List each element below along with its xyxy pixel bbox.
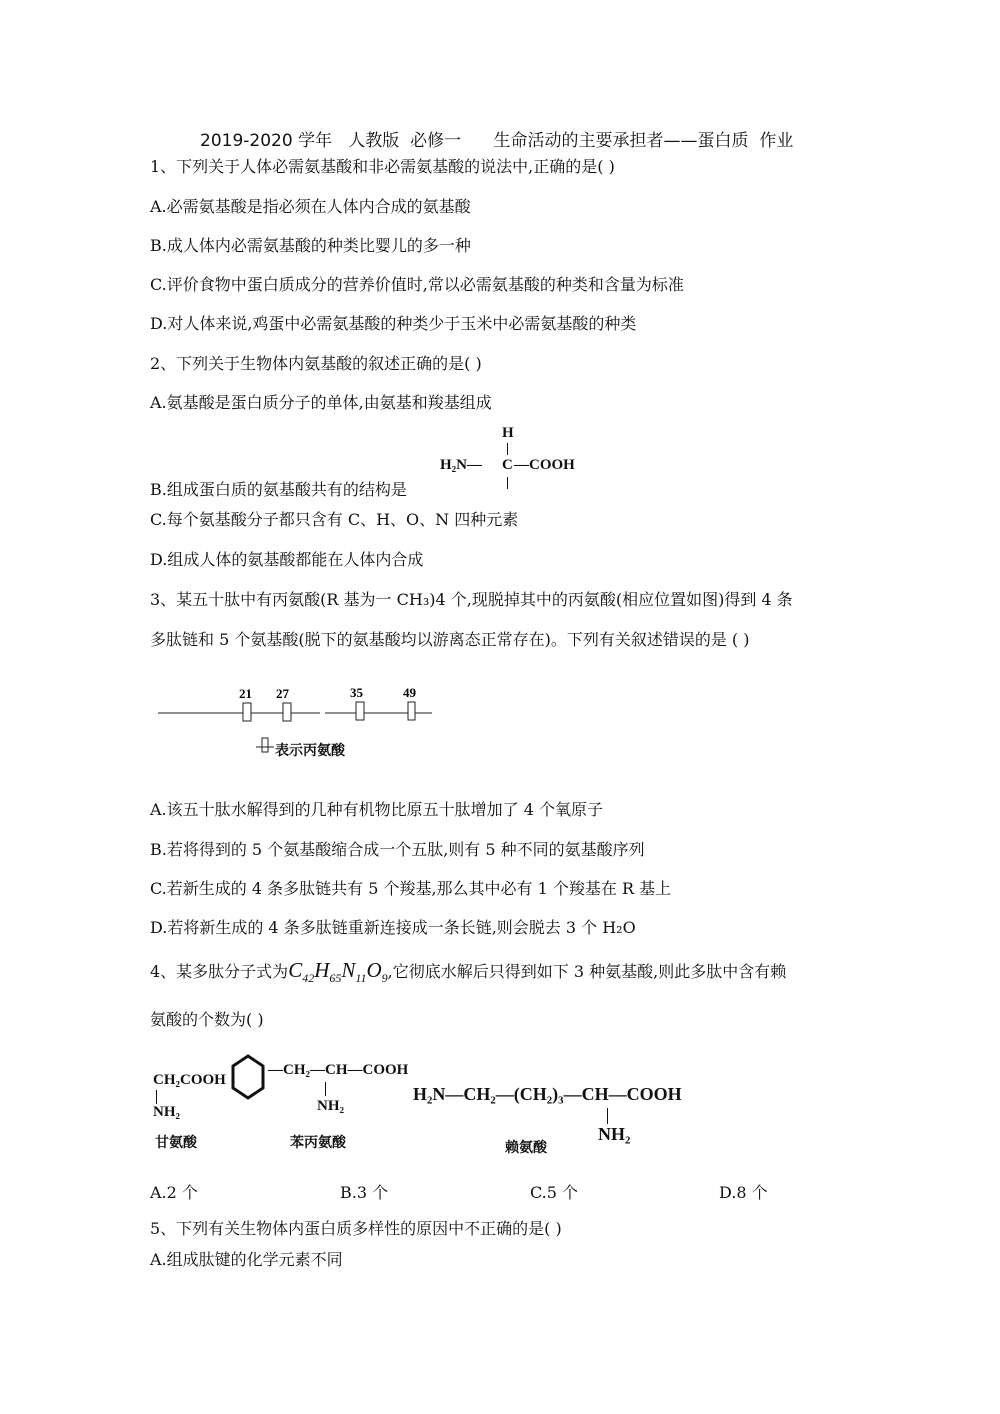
formula-c-count: 42 xyxy=(302,971,315,986)
q2-option-a: A.氨基酸是蛋白质分子的单体,由氨基和羧基组成 xyxy=(150,393,492,412)
molecular-formula: $C_{42}H_{65}N_{11}O_9$ xyxy=(288,958,388,986)
q4-option-d: D.8 个 xyxy=(719,1183,768,1202)
q1-option-b: B.成人体内必需氨基酸的种类比婴儿的多一种 xyxy=(150,236,471,255)
svg-text:35: 35 xyxy=(350,685,363,700)
structure-amino: H₂N— xyxy=(440,457,482,473)
q3-option-c: C.若新生成的 4 条多肽链共有 5 个羧基,那么其中必有 1 个羧基在 R 基上 xyxy=(150,879,672,898)
q4-option-a: A.2 个 xyxy=(150,1183,198,1202)
formula-o-count: 9 xyxy=(381,971,388,986)
structure-h: H xyxy=(502,425,514,441)
q5-option-a: A.组成肽键的化学元素不同 xyxy=(150,1250,343,1269)
q4-stem-post: ,它彻底水解后只得到如下 3 种氨基酸,则此多肽中含有赖 xyxy=(387,962,787,981)
glycine-label: 甘氨酸 xyxy=(155,1136,197,1151)
q2-option-c: C.每个氨基酸分子都只含有 C、H、O、N 四种元素 xyxy=(150,510,519,529)
svg-text:27: 27 xyxy=(276,686,289,701)
q1-option-a: A.必需氨基酸是指必须在人体内合成的氨基酸 xyxy=(150,197,471,216)
q3-stem-line1: 3、某五十肽中有丙氨酸(R 基为一 CH₃)4 个,现脱掉其中的丙氨酸(相应位置如图)得到 4 条 xyxy=(150,590,793,609)
structure-c: C xyxy=(502,457,513,473)
q4-stem-line2: 氨酸的个数为( ) xyxy=(150,1010,264,1029)
figure-legend: 表示丙氨酸 xyxy=(275,743,345,759)
q2-option-d: D.组成人体的氨基酸都能在人体内合成 xyxy=(150,550,424,569)
q4-stem-line1 xyxy=(150,960,786,988)
q3-option-b: B.若将得到的 5 个氨基酸缩合成一个五肽,则有 5 种不同的氨基酸序列 xyxy=(150,840,645,859)
phenylalanine-label: 苯丙氨酸 xyxy=(290,1136,346,1151)
peptide-chain-figure xyxy=(150,680,470,770)
formula-h-count: 65 xyxy=(329,971,342,986)
formula-n-count: 11 xyxy=(355,971,367,986)
q4-option-b: B.3 个 xyxy=(340,1183,389,1202)
q3-option-a: A.该五十肽水解得到的几种有机物比原五十肽增加了 4 个氧原子 xyxy=(150,800,603,819)
q3-stem-line2: 多肽链和 5 个氨基酸(脱下的氨基酸均以游离态正常存在)。下列有关叙述错误的是 ( ) xyxy=(150,630,750,649)
q5-stem: 5、下列有关生物体内蛋白质多样性的原因中不正确的是( ) xyxy=(150,1219,562,1238)
amino-acid-structure xyxy=(440,425,590,495)
amino-acid-figures: CH₂COOH NH₂ 甘氨酸 —CH₂—CH—COOH NH₂ 苯丙氨酸 H₂N—CH₂—(CH₂)₃—CH—COOH NH₂ 赖氨酸 xyxy=(150,1062,710,1162)
lysine-label: 赖氨酸 xyxy=(505,1141,547,1156)
q1-stem: 1、下列关于人体必需氨基酸和非必需氨基酸的说法中,正确的是( ) xyxy=(150,157,615,176)
q3-option-d: D.若将新生成的 4 条多肽链重新连接成一条长链,则会脱去 3 个 H₂O xyxy=(150,918,636,937)
q4-stem-pre: 4、某多肽分子式为 xyxy=(150,962,289,981)
q4-option-c: C.5 个 xyxy=(530,1183,579,1202)
q2-option-b: B.组成蛋白质的氨基酸共有的结构是 xyxy=(150,480,407,499)
svg-text:49: 49 xyxy=(403,685,416,700)
q1-option-c: C.评价食物中蛋白质成分的营养价值时,常以必需氨基酸的种类和含量为标准 xyxy=(150,275,684,294)
structure-carboxyl: —COOH xyxy=(514,457,575,473)
q1-option-d: D.对人体来说,鸡蛋中必需氨基酸的种类少于玉米中必需氨基酸的种类 xyxy=(150,314,637,333)
document-title: 2019-2020 学年 人教版 必修一 生命活动的主要承担者——蛋白质 作业 xyxy=(200,131,794,151)
q2-stem: 2、下列关于生物体内氨基酸的叙述正确的是( ) xyxy=(150,354,482,373)
svg-text:21: 21 xyxy=(239,686,252,701)
